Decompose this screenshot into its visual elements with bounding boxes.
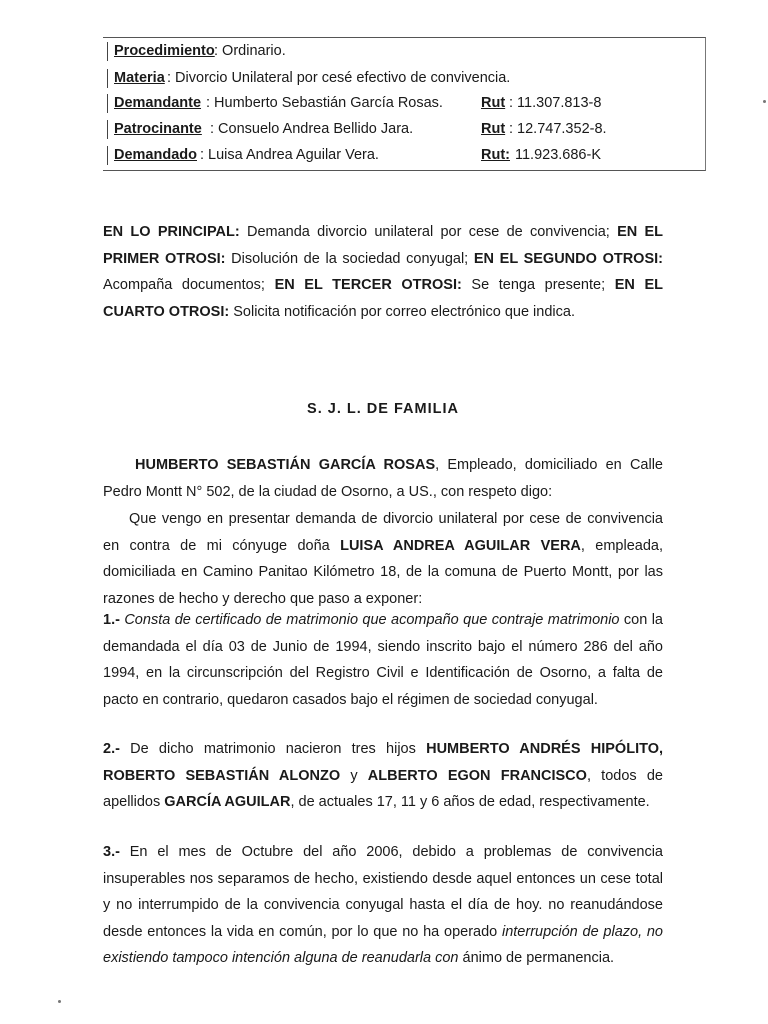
fact-number: 1.-: [103, 612, 120, 628]
fact-text: , todos de apellidos: [103, 767, 663, 811]
rut-label: Rut: [481, 95, 506, 111]
header-row-demandado: [103, 142, 705, 168]
fact-1: [103, 607, 663, 713]
header-label: Demandante: [114, 95, 202, 111]
fact-2: [103, 736, 663, 816]
summary-label: EN EL TERCER OTROSI:: [274, 277, 462, 294]
rut-label: Rut:: [481, 147, 510, 163]
fact-italic: Consta de certificado de matrimonio que acompaño que contraje matrimonio: [119, 612, 620, 628]
fact-text: , de actuales 17, 11 y 6 años de edad, respectivamente.: [290, 794, 650, 811]
summary-text: Demanda divorcio unilateral por cese de convivencia;: [239, 224, 618, 240]
summary-text: Se tenga presente;: [461, 277, 615, 294]
summary-label: EN EL SEGUNDO OTROSI:: [473, 250, 663, 267]
claim-text: , empleada, domiciliada en Camino Panitao Kilómetro 18, de la comuna de Puerto Montt, por las razones de hecho y derecho que paso a exponer:: [103, 537, 663, 607]
claim-paragraph: [103, 506, 663, 612]
rut-value: : 11.307.813-8: [509, 95, 602, 111]
header-value: : Consuelo Andrea Bellido Jara.: [210, 121, 414, 137]
children-names: HUMBERTO ANDRÉS HIPÓLITO, ROBERTO SEBASTIÁN ALONZO: [103, 741, 663, 784]
scan-speck: [763, 100, 766, 103]
header-row-demandante: [103, 90, 705, 116]
rut-label: Rut: [481, 121, 506, 137]
petitions-summary: [103, 219, 663, 325]
fact-italic: interrupción de plazo, no existiendo tampoco intención alguna de reanudarla con: [103, 923, 663, 967]
row-bar: [107, 146, 108, 165]
fact-number: 2.-: [103, 741, 120, 757]
fact-text: De dicho matrimonio nacieron tres hijos: [119, 741, 427, 757]
case-header-table: [103, 37, 706, 171]
header-value: : Luisa Andrea Aguilar Vera.: [200, 147, 379, 163]
summary-text: Disolución de la sociedad conyugal;: [225, 250, 474, 267]
claim-text: Que vengo en presentar demanda de divorcio unilateral por cese de convivencia en contra de mi cónyuge doña: [103, 511, 663, 554]
header-row-materia: [103, 65, 705, 91]
defendant-name: LUISA ANDREA AGUILAR VERA: [340, 537, 581, 554]
header-value: : Humberto Sebastián García Rosas.: [206, 95, 443, 111]
summary-label: EN EL CUARTO OTROSI:: [103, 277, 664, 320]
fact-3: [103, 839, 663, 972]
fact-number: 3.-: [103, 844, 120, 860]
header-label: Demandado: [114, 147, 197, 163]
row-bar: [107, 69, 108, 88]
summary-text: Solicita notificación por correo electrónico que indica.: [229, 303, 575, 320]
intro-paragraph: [103, 452, 663, 505]
summary-text: Acompaña documentos;: [103, 277, 275, 294]
header-label: Patrocinante: [114, 121, 202, 137]
row-bar: [107, 94, 108, 113]
scan-speck: [58, 1000, 61, 1003]
header-row-procedimiento: [103, 38, 705, 64]
header-row-patrocinante: [103, 116, 705, 142]
court-title: S. J. L. DE FAMILIA: [307, 401, 459, 417]
fact-text: En el mes de Octubre del año 2006, debido a problemas de convivencia insuperables nos separamos de hecho, existiendo desde aquel entonces un cese total y no interrumpido de la convivencia conyugal hasta el día de hoy. no reanudándose desde entonces la vida en común, por lo que no ha operado: [103, 844, 663, 940]
children-names: ALBERTO EGON FRANCISCO: [367, 767, 587, 784]
header-label: Materia: [114, 70, 165, 86]
fact-text: con la demandada el día 03 de Junio de 1994, siendo inscrito bajo el número 286 del año 1994, en la circunscripción del Registro Civil e Identificación de Osorno, a falta de pacto en contrario, quedaron casados bajo el régimen de sociedad conyugal.: [103, 612, 663, 708]
summary-label: EN LO PRINCIPAL:: [103, 224, 240, 240]
header-value: : Ordinario.: [214, 43, 286, 59]
row-bar: [107, 120, 108, 139]
rut-value: 11.923.686-K: [515, 147, 601, 163]
fact-text: ánimo de permanencia.: [458, 950, 615, 967]
children-surname: GARCÍA AGUILAR: [164, 794, 291, 811]
fact-text: y: [340, 767, 368, 784]
plaintiff-name: HUMBERTO SEBASTIÁN GARCÍA ROSAS: [135, 457, 436, 473]
rut-value: : 12.747.352-8.: [509, 121, 607, 137]
header-value: : Divorcio Unilateral por cesé efectivo de convivencia.: [167, 70, 511, 86]
row-bar: [107, 42, 108, 61]
summary-label: EN EL PRIMER OTROSI:: [103, 224, 664, 267]
header-label: Procedimiento: [114, 43, 215, 59]
intro-text: , Empleado, domiciliado en Calle Pedro Montt N° 502, de la ciudad de Osorno, a US., con respeto digo:: [103, 457, 663, 500]
